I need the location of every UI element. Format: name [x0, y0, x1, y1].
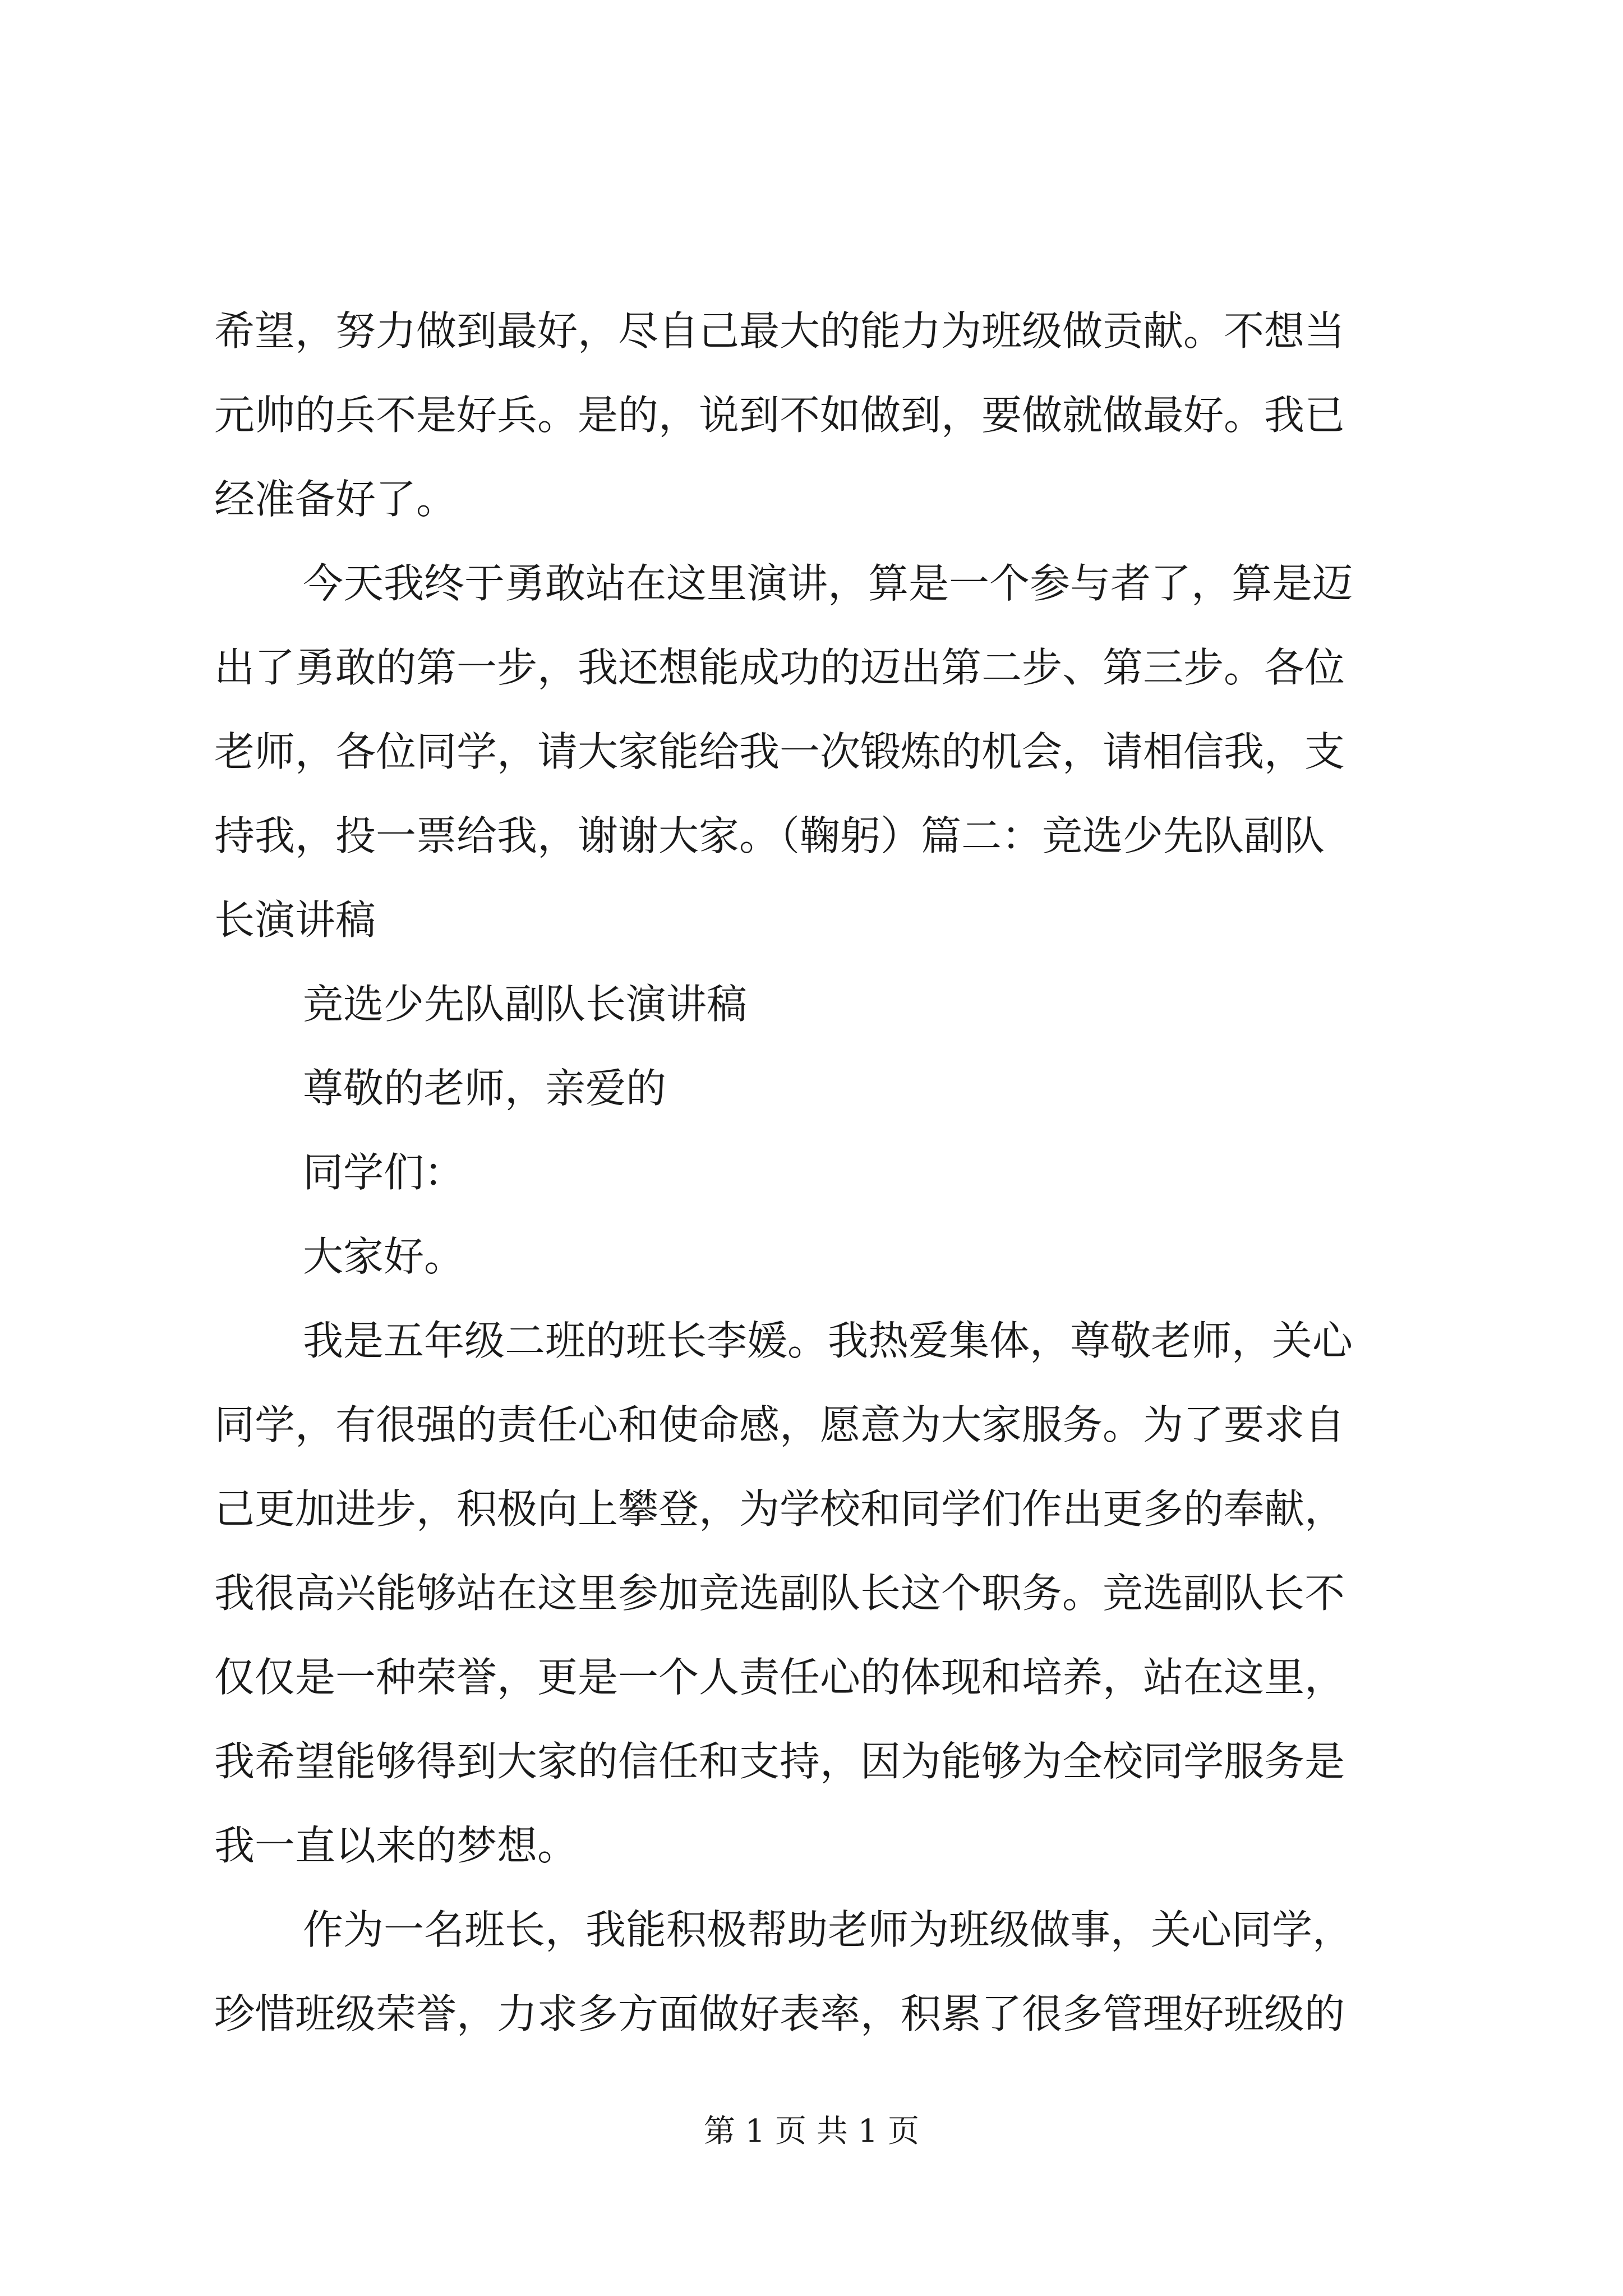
text-line: 出了勇敢的第一步，我还想能成功的迈出第二步、第三步。各位 [214, 644, 1345, 691]
text-line: 经准备好了。 [214, 476, 457, 523]
text-line: 我是五年级二班的班长李媛。我热爱集体，尊敬老师，关心 [303, 1317, 1353, 1364]
text-line: 持我，投一票给我，谢谢大家。（鞠躬）篇二：竞选少先队副队 [214, 812, 1325, 859]
text-line: 元帅的兵不是好兵。是的，说到不如做到，要做就做最好。我已 [214, 392, 1345, 439]
text-line: 仅仅是一种荣誉，更是一个人责任心的体现和培养，站在这里， [214, 1654, 1345, 1701]
text-line: 今天我终于勇敢站在这里演讲，算是一个参与者了，算是迈 [303, 560, 1353, 607]
text-line: 同学们： [303, 1149, 465, 1196]
section-title: 竞选少先队副队长演讲稿 [303, 981, 748, 1028]
page-footer: 第 1 页 共 1 页 [703, 2113, 920, 2150]
text-line: 老师，各位同学，请大家能给我一次锻炼的机会，请相信我，支 [214, 728, 1345, 775]
text-line: 己更加进步，积极向上攀登，为学校和同学们作出更多的奉献， [214, 1485, 1345, 1533]
text-line: 长演讲稿 [214, 896, 376, 944]
text-line: 尊敬的老师，亲爱的 [303, 1065, 667, 1112]
text-line: 我很高兴能够站在这里参加竞选副队长这个职务。竞选副队长不 [214, 1570, 1345, 1617]
text-line: 作为一名班长，我能积极帮助老师为班级做事，关心同学， [303, 1906, 1353, 1953]
text-line: 大家好。 [303, 1233, 465, 1280]
text-line: 我一直以来的梦想。 [214, 1822, 578, 1869]
text-line: 珍惜班级荣誉，力求多方面做好表率，积累了很多管理好班级的 [214, 1990, 1345, 2037]
text-line: 希望，努力做到最好，尽自己最大的能力为班级做贡献。不想当 [214, 307, 1345, 355]
text-line: 同学，有很强的责任心和使命感，愿意为大家服务。为了要求自 [214, 1401, 1345, 1448]
text-line: 我希望能够得到大家的信任和支持，因为能够为全校同学服务是 [214, 1738, 1345, 1785]
